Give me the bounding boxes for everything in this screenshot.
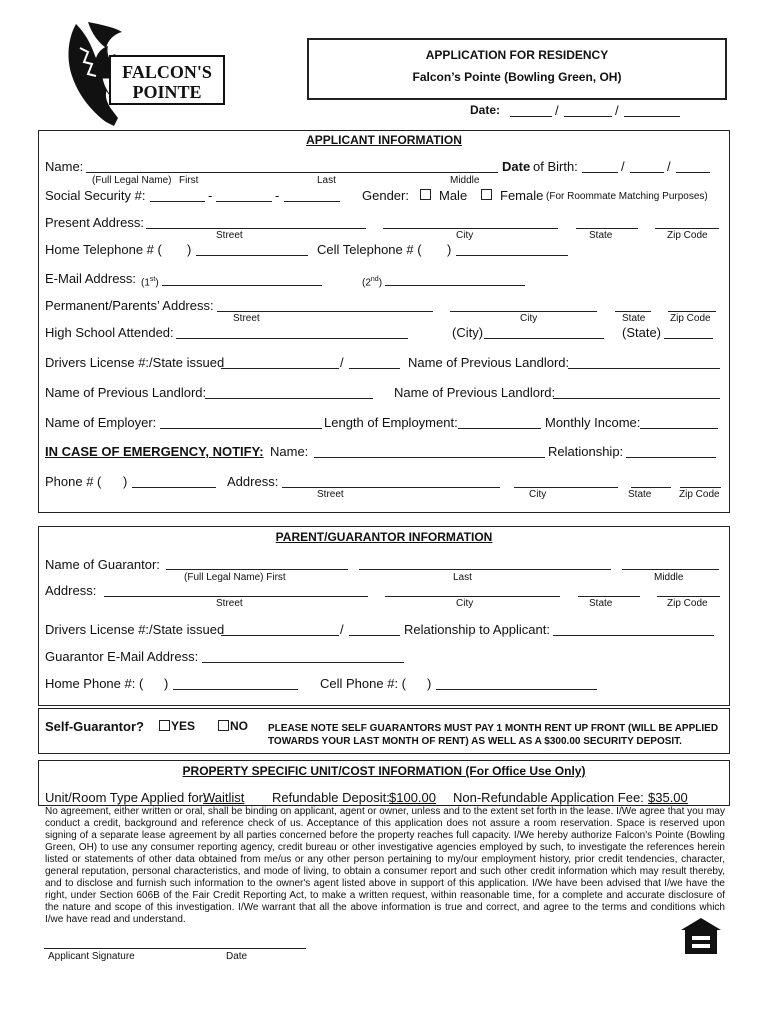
form-subtitle: Falcon’s Pointe (Bowling Green, OH) — [412, 70, 622, 84]
female-checkbox[interactable] — [481, 189, 492, 200]
ssn-part2[interactable] — [216, 201, 272, 202]
employer-field[interactable] — [160, 428, 322, 429]
ssn-part3[interactable] — [284, 201, 340, 202]
gender-label: Gender: — [362, 188, 409, 203]
email-2-field[interactable] — [385, 285, 525, 286]
guarantor-heading: PARENT/GUARANTOR INFORMATION — [275, 530, 493, 544]
home-telephone-field[interactable] — [196, 255, 308, 256]
high-school-city[interactable] — [484, 338, 604, 339]
guarantor-street[interactable] — [104, 596, 368, 597]
guarantor-zip[interactable] — [657, 596, 720, 597]
present-state[interactable] — [576, 228, 638, 229]
dob-label: of Birth: — [533, 159, 578, 174]
equal-housing-icon — [679, 916, 723, 956]
self-guarantor-yes-checkbox[interactable] — [159, 720, 170, 731]
falcon-logo-icon — [58, 18, 228, 130]
previous-landlord-1[interactable] — [568, 368, 720, 369]
application-fee-value: $35.00 — [648, 790, 688, 805]
disclaimer-text: No agreement, either written or oral, shall be binding on applicant, agent or owner, unless and to the extent set forth in the lease. I/We agree that you may conduct a credit, background and reference check of us. Acceptance of this application does not assure a room reservation. Space is reserved upon signing of a separate lease agreement by all parties concerned before the property reaches full capacity. I/We hereby authorize Falcon's Pointe (Bowling Green, OH) to use any consumer reporting agency, credit bureau or other investigative agencies employed by such, to investigate the references herein listed or statements of other data obtained from me/us or any other person pertaining to my/our employment history, prior credit tendencies, character, general reputation, personal characteristics, and mode of living, to obtain a consumer report and such other credit information which may result thereby, and to disclose and furnish such information to the owner's agent listed above in support of this application. I/We have been advised that I/we have the right, under Section 606B of the Fair Credit Reporting Act, to make a written request, within reasonable time, for a complete and accurate disclosure of the nature and scope of this investigation. I/We warrant that all the above information is true and correct, and agree to the terms and conditions which I/we have read and understand. — [45, 806, 725, 925]
email-1-field[interactable] — [162, 285, 322, 286]
male-checkbox[interactable] — [420, 189, 431, 200]
header-date-month[interactable] — [510, 116, 552, 117]
unit-type-value: Waitlist — [203, 790, 245, 805]
guarantor-license-number[interactable] — [221, 635, 339, 636]
drivers-license-state[interactable] — [349, 368, 400, 369]
applicant-heading: APPLICANT INFORMATION — [306, 133, 462, 147]
guarantor-middle-name[interactable] — [622, 569, 719, 570]
present-street[interactable] — [146, 228, 366, 229]
present-zip[interactable] — [655, 228, 719, 229]
self-guarantor-no-checkbox[interactable] — [218, 720, 229, 731]
permanent-state[interactable] — [615, 311, 651, 312]
permanent-address-label: Permanent/Parents’ Address: — [45, 298, 214, 313]
guarantor-last-name[interactable] — [359, 569, 611, 570]
monthly-income-field[interactable] — [640, 428, 718, 429]
self-guarantor-note-1: PLEASE NOTE SELF GUARANTORS MUST PAY 1 MONTH RENT UP FRONT (WILL BE APPLIED — [268, 723, 719, 734]
ssn-label: Social Security #: — [45, 188, 146, 203]
form-title: APPLICATION FOR RESIDENCY — [425, 48, 609, 62]
refundable-deposit-value: $100.00 — [389, 790, 436, 805]
guarantor-first-name[interactable] — [166, 569, 348, 570]
previous-landlord-3[interactable] — [553, 398, 720, 399]
emergency-phone-field[interactable] — [132, 487, 216, 488]
dob-label-bold: Date — [502, 159, 531, 174]
guarantor-home-phone-field[interactable] — [173, 689, 298, 690]
permanent-zip[interactable] — [668, 311, 716, 312]
logo-line1: FALCON'S — [122, 62, 212, 82]
emergency-street[interactable] — [282, 487, 500, 488]
self-guarantor-note-2: TOWARDS YOUR LAST MONTH OF RENT) AS WELL AS A $300.00 SECURITY DEPOSIT. — [268, 736, 682, 747]
logo-line2: POINTE — [132, 82, 202, 102]
date-label: Date: — [470, 103, 501, 117]
permanent-city[interactable] — [450, 311, 597, 312]
applicant-signature-line[interactable] — [44, 948, 306, 949]
guarantor-email-field[interactable] — [202, 662, 404, 663]
header-date-day[interactable] — [564, 116, 612, 117]
guarantor-license-state[interactable] — [349, 635, 400, 636]
previous-landlord-2[interactable] — [205, 398, 373, 399]
present-city[interactable] — [383, 228, 558, 229]
dob-year[interactable] — [676, 172, 710, 173]
property-heading: PROPERTY SPECIFIC UNIT/COST INFORMATION (For Office Use Only) — [182, 764, 586, 778]
guarantor-cell-phone-field[interactable] — [436, 689, 597, 690]
name-label: Name: — [45, 159, 84, 174]
header-date-year[interactable] — [624, 116, 680, 117]
length-employment-field[interactable] — [458, 428, 541, 429]
drivers-license-number[interactable] — [221, 368, 339, 369]
dob-day[interactable] — [630, 172, 664, 173]
dob-month[interactable] — [582, 172, 618, 173]
high-school-label: High School Attended: — [45, 325, 174, 340]
high-school-field[interactable] — [176, 338, 408, 339]
ssn-part1[interactable] — [150, 201, 205, 202]
emergency-relationship-field[interactable] — [626, 457, 716, 458]
email-label: E-Mail Address: — [45, 271, 137, 286]
high-school-state[interactable] — [664, 338, 713, 339]
guarantor-relationship-field[interactable] — [553, 635, 714, 636]
name-field[interactable] — [86, 172, 498, 173]
emergency-city[interactable] — [514, 487, 618, 488]
guarantor-city[interactable] — [385, 596, 560, 597]
present-address-label: Present Address: — [45, 215, 144, 230]
emergency-state[interactable] — [631, 487, 671, 488]
emergency-name-field[interactable] — [314, 457, 545, 458]
emergency-label: IN CASE OF EMERGENCY, NOTIFY: — [45, 444, 264, 459]
falcons-pointe-logo — [58, 18, 228, 130]
cell-telephone-field[interactable] — [456, 255, 568, 256]
permanent-street[interactable] — [217, 311, 433, 312]
emergency-zip[interactable] — [680, 487, 721, 488]
guarantor-state[interactable] — [578, 596, 640, 597]
